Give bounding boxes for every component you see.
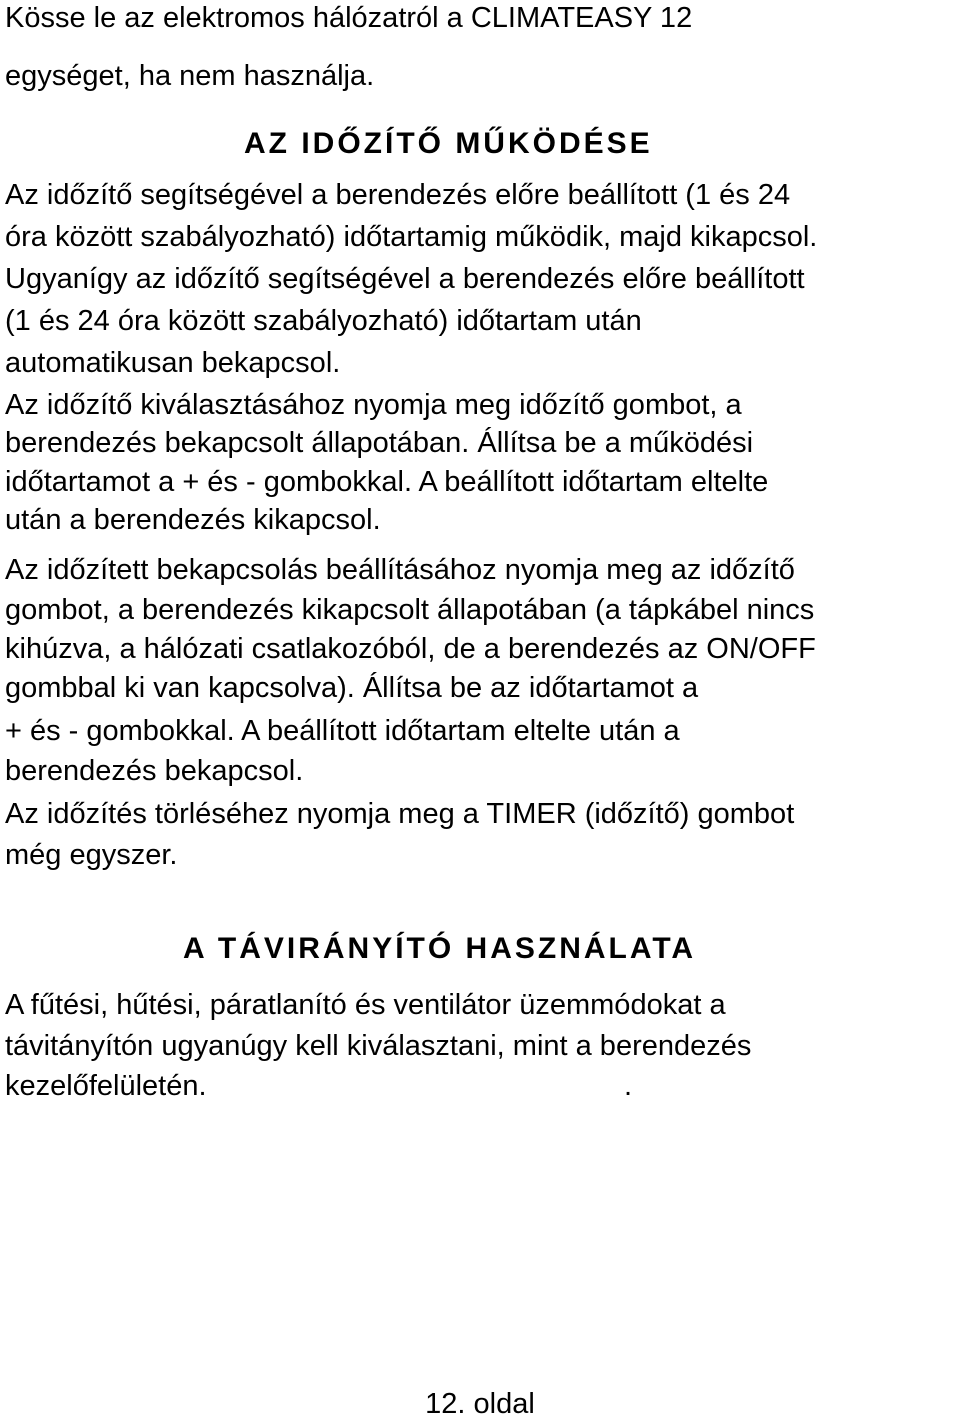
section-heading-timer: AZ IDŐZÍTŐ MŰKÖDÉSE — [244, 127, 653, 160]
paragraph-line: időtartamot a + és - gombokkal. A beállított időtartam eltelte — [5, 466, 769, 498]
paragraph-line: + és - gombokkal. A beállított időtartam eltelte után a — [5, 715, 680, 747]
paragraph-line: automatikusan bekapcsol. — [5, 347, 341, 379]
paragraph-line: A fűtési, hűtési, páratlanító és ventilátor üzemmódokat a — [5, 989, 726, 1021]
section-heading-remote: A TÁVIRÁNYÍTÓ HASZNÁLATA — [183, 932, 697, 965]
paragraph-line: óra között szabályozható) időtartamig működik, majd kikapcsol. — [5, 221, 818, 253]
paragraph-line: Az időzítő segítségével a berendezés előre beállított (1 és 24 — [5, 179, 791, 211]
paragraph-line: (1 és 24 óra között szabályozható) időtartam után — [5, 305, 642, 337]
paragraph-line: berendezés bekapcsolt állapotában. Állítsa be a működési — [5, 427, 754, 459]
intro-line: egységet, ha nem használja. — [5, 60, 375, 92]
paragraph-line: még egyszer. — [5, 839, 178, 871]
paragraph-line: távitányítón ugyanúgy kell kiválasztani, mint a berendezés — [5, 1030, 752, 1062]
page-number: 12. oldal — [425, 1388, 535, 1420]
paragraph-line: kihúzva, a hálózati csatlakozóból, de a berendezés az ON/OFF — [5, 633, 816, 665]
intro-line: Kösse le az elektromos hálózatról a CLIMATEASY 12 — [5, 2, 693, 34]
paragraph-line: kezelőfelületén. — [5, 1070, 207, 1102]
stray-period: . — [624, 1070, 633, 1102]
paragraph-line: Az időzített bekapcsolás beállításához nyomja meg az időzítő — [5, 554, 795, 586]
paragraph-line: berendezés bekapcsol. — [5, 755, 304, 787]
paragraph-line: Ugyanígy az időzítő segítségével a berendezés előre beállított — [5, 263, 805, 295]
paragraph-line: Az időzítés törléséhez nyomja meg a TIMER (időzítő) gombot — [5, 798, 795, 830]
paragraph-line: gombbal ki van kapcsolva). Állítsa be az időtartamot a — [5, 672, 699, 704]
paragraph-line: gombot, a berendezés kikapcsolt állapotában (a tápkábel nincs — [5, 594, 815, 626]
paragraph-line: Az időzítő kiválasztásához nyomja meg időzítő gombot, a — [5, 389, 742, 421]
paragraph-line: után a berendezés kikapcsol. — [5, 504, 381, 536]
